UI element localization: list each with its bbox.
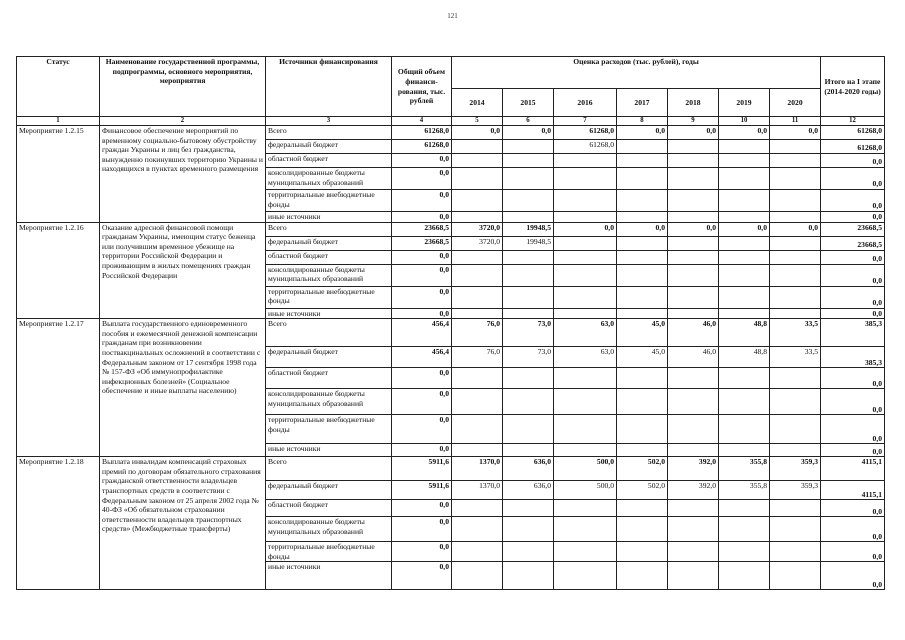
itogo-cell: 0,0 xyxy=(821,500,885,517)
header-name: Наименование государственной программы, подпрограммы, основного мероприятия, мероприятия xyxy=(100,57,266,117)
year-value-cell xyxy=(617,168,668,190)
itogo-cell: 0,0 xyxy=(821,562,885,590)
year-value-cell: 61268,0 xyxy=(554,126,617,140)
year-value-cell: 636,0 xyxy=(503,457,554,481)
year-value-cell xyxy=(503,168,554,190)
source-cell: консолидированные бюджеты муниципальных образований xyxy=(266,389,392,415)
year-value-cell: 63,0 xyxy=(554,347,617,368)
year-value-cell: 45,0 xyxy=(617,347,668,368)
year-value-cell: 48,8 xyxy=(719,319,770,347)
header-year: 2017 xyxy=(617,89,668,117)
year-value-cell: 355,8 xyxy=(719,481,770,500)
year-value-cell xyxy=(617,190,668,212)
year-value-cell xyxy=(668,286,719,308)
total-cell: 0,0 xyxy=(392,517,452,542)
year-value-cell xyxy=(554,389,617,415)
total-cell: 0,0 xyxy=(392,264,452,286)
year-value-cell xyxy=(503,264,554,286)
year-value-cell: 0,0 xyxy=(503,126,554,140)
itogo-cell: 61268,0 xyxy=(821,126,885,140)
year-value-cell xyxy=(617,562,668,590)
year-value-cell xyxy=(617,250,668,264)
year-value-cell xyxy=(452,517,503,542)
year-value-cell xyxy=(617,308,668,319)
table-row xyxy=(17,319,885,347)
year-value-cell: 392,0 xyxy=(668,481,719,500)
year-value-cell: 1370,0 xyxy=(452,481,503,500)
year-value-cell xyxy=(617,140,668,154)
year-value-cell xyxy=(668,517,719,542)
year-value-cell xyxy=(554,500,617,517)
year-value-cell xyxy=(668,250,719,264)
source-cell: Всего xyxy=(266,222,392,236)
header-year: 2019 xyxy=(719,89,770,117)
year-value-cell xyxy=(719,264,770,286)
year-value-cell xyxy=(719,542,770,562)
year-value-cell xyxy=(554,562,617,590)
year-value-cell xyxy=(554,236,617,250)
header-status: Статус xyxy=(17,57,100,117)
year-value-cell xyxy=(554,264,617,286)
itogo-cell: 0,0 xyxy=(821,190,885,212)
header-year: 2016 xyxy=(554,89,617,117)
header-year: 2018 xyxy=(668,89,719,117)
year-value-cell: 0,0 xyxy=(554,222,617,236)
year-value-cell: 33,5 xyxy=(770,319,821,347)
year-value-cell xyxy=(554,154,617,168)
year-value-cell xyxy=(617,389,668,415)
source-cell: областной бюджет xyxy=(266,500,392,517)
source-cell: консолидированные бюджеты муниципальных образований xyxy=(266,264,392,286)
year-value-cell xyxy=(617,542,668,562)
year-value-cell xyxy=(503,500,554,517)
year-value-cell xyxy=(554,415,617,444)
year-value-cell: 48,8 xyxy=(719,347,770,368)
year-value-cell xyxy=(719,444,770,457)
source-cell: территориальные внебюджетные фонды xyxy=(266,542,392,562)
year-value-cell xyxy=(770,264,821,286)
year-value-cell xyxy=(503,250,554,264)
year-value-cell xyxy=(452,415,503,444)
itogo-cell: 0,0 xyxy=(821,517,885,542)
year-value-cell xyxy=(503,415,554,444)
year-value-cell xyxy=(554,517,617,542)
source-cell: федеральный бюджет xyxy=(266,481,392,500)
itogo-cell: 0,0 xyxy=(821,542,885,562)
year-value-cell xyxy=(452,308,503,319)
year-value-cell xyxy=(668,415,719,444)
year-value-cell xyxy=(452,168,503,190)
year-value-cell xyxy=(719,154,770,168)
header-itogo: Итого на I этапе (2014-2020 годы) xyxy=(821,57,885,117)
name-cell: Выплата государственного единовременного пособия и ежемесячной денежной компенсации гражданам при возникновении поствакцинальных осложнений в соответствии с Федеральным законом от 17 сентября 1998 года № 157-ФЗ «Об иммунопрофилактике инфекционных болезней» (Социальное обеспечение и иные выплаты населению) xyxy=(100,319,266,457)
year-value-cell: 0,0 xyxy=(719,126,770,140)
column-number: 2 xyxy=(100,117,266,126)
year-value-cell xyxy=(554,444,617,457)
year-value-cell: 0,0 xyxy=(617,222,668,236)
status-cell: Мероприятие 1.2.16 xyxy=(17,222,100,319)
itogo-cell: 4115,1 xyxy=(821,481,885,500)
table-body xyxy=(17,126,885,590)
total-cell: 0,0 xyxy=(392,168,452,190)
year-value-cell xyxy=(719,212,770,223)
year-value-cell: 636,0 xyxy=(503,481,554,500)
total-cell: 0,0 xyxy=(392,415,452,444)
year-value-cell xyxy=(668,500,719,517)
total-cell: 0,0 xyxy=(392,154,452,168)
column-number: 1 xyxy=(17,117,100,126)
year-value-cell xyxy=(452,444,503,457)
year-value-cell xyxy=(452,500,503,517)
year-value-cell xyxy=(668,389,719,415)
source-cell: федеральный бюджет xyxy=(266,140,392,154)
column-number: 9 xyxy=(668,117,719,126)
header-total: Общий объем финанси-рования, тыс. рублей xyxy=(392,57,452,117)
header-year: 2020 xyxy=(770,89,821,117)
itogo-cell: 0,0 xyxy=(821,308,885,319)
total-cell: 0,0 xyxy=(392,190,452,212)
source-cell: иные источники xyxy=(266,562,392,590)
year-value-cell xyxy=(668,562,719,590)
year-value-cell xyxy=(554,308,617,319)
year-value-cell xyxy=(617,500,668,517)
year-value-cell: 73,0 xyxy=(503,319,554,347)
column-number: 5 xyxy=(452,117,503,126)
header-estimate: Оценка расходов (тыс. рублей), годы xyxy=(452,57,821,89)
year-value-cell: 359,3 xyxy=(770,457,821,481)
year-value-cell: 76,0 xyxy=(452,347,503,368)
total-cell: 0,0 xyxy=(392,250,452,264)
year-value-cell: 392,0 xyxy=(668,457,719,481)
year-value-cell xyxy=(617,517,668,542)
year-value-cell xyxy=(719,286,770,308)
year-value-cell xyxy=(503,140,554,154)
year-value-cell xyxy=(770,500,821,517)
year-value-cell: 46,0 xyxy=(668,319,719,347)
source-cell: иные источники xyxy=(266,212,392,223)
year-value-cell: 19948,5 xyxy=(503,222,554,236)
column-number: 6 xyxy=(503,117,554,126)
year-value-cell xyxy=(770,140,821,154)
source-cell: областной бюджет xyxy=(266,154,392,168)
year-value-cell xyxy=(503,212,554,223)
column-number-row xyxy=(17,117,885,126)
year-value-cell: 73,0 xyxy=(503,347,554,368)
itogo-cell: 0,0 xyxy=(821,368,885,389)
header-year: 2014 xyxy=(452,89,503,117)
year-value-cell: 0,0 xyxy=(617,126,668,140)
budget-table xyxy=(16,56,885,590)
itogo-cell: 385,3 xyxy=(821,347,885,368)
total-cell: 0,0 xyxy=(392,368,452,389)
year-value-cell: 3720,0 xyxy=(452,222,503,236)
year-value-cell: 0,0 xyxy=(452,126,503,140)
year-value-cell xyxy=(719,308,770,319)
year-value-cell xyxy=(554,190,617,212)
total-cell: 5911,6 xyxy=(392,457,452,481)
year-value-cell: 63,0 xyxy=(554,319,617,347)
year-value-cell xyxy=(719,415,770,444)
total-cell: 23668,5 xyxy=(392,236,452,250)
year-value-cell xyxy=(452,264,503,286)
table-header xyxy=(17,57,885,126)
year-value-cell xyxy=(719,140,770,154)
year-value-cell: 500,0 xyxy=(554,481,617,500)
year-value-cell xyxy=(770,444,821,457)
year-value-cell xyxy=(452,154,503,168)
year-value-cell xyxy=(719,250,770,264)
column-number: 10 xyxy=(719,117,770,126)
year-value-cell xyxy=(719,562,770,590)
year-value-cell xyxy=(668,542,719,562)
header-year: 2015 xyxy=(503,89,554,117)
year-value-cell xyxy=(554,212,617,223)
year-value-cell xyxy=(452,389,503,415)
year-value-cell xyxy=(617,264,668,286)
year-value-cell xyxy=(719,389,770,415)
total-cell: 456,4 xyxy=(392,347,452,368)
total-cell: 61268,0 xyxy=(392,126,452,140)
year-value-cell xyxy=(668,140,719,154)
year-value-cell xyxy=(452,140,503,154)
year-value-cell xyxy=(554,286,617,308)
itogo-cell: 0,0 xyxy=(821,154,885,168)
itogo-cell: 0,0 xyxy=(821,212,885,223)
column-number: 7 xyxy=(554,117,617,126)
year-value-cell: 0,0 xyxy=(668,222,719,236)
year-value-cell xyxy=(770,154,821,168)
itogo-cell: 23668,5 xyxy=(821,222,885,236)
year-value-cell xyxy=(770,415,821,444)
source-cell: федеральный бюджет xyxy=(266,347,392,368)
total-cell: 0,0 xyxy=(392,389,452,415)
year-value-cell xyxy=(617,236,668,250)
year-value-cell xyxy=(719,517,770,542)
source-cell: территориальные внебюджетные фонды xyxy=(266,190,392,212)
year-value-cell: 500,0 xyxy=(554,457,617,481)
year-value-cell xyxy=(554,368,617,389)
year-value-cell: 0,0 xyxy=(770,222,821,236)
year-value-cell xyxy=(770,250,821,264)
source-cell: федеральный бюджет xyxy=(266,236,392,250)
itogo-cell: 385,3 xyxy=(821,319,885,347)
total-cell: 0,0 xyxy=(392,212,452,223)
source-cell: консолидированные бюджеты муниципальных образований xyxy=(266,168,392,190)
itogo-cell: 0,0 xyxy=(821,250,885,264)
year-value-cell: 0,0 xyxy=(719,222,770,236)
year-value-cell xyxy=(719,236,770,250)
year-value-cell xyxy=(503,542,554,562)
year-value-cell: 0,0 xyxy=(668,126,719,140)
year-value-cell: 1370,0 xyxy=(452,457,503,481)
year-value-cell xyxy=(668,190,719,212)
year-value-cell: 19948,5 xyxy=(503,236,554,250)
year-value-cell: 3720,0 xyxy=(452,236,503,250)
column-number: 3 xyxy=(266,117,392,126)
itogo-cell: 23668,5 xyxy=(821,236,885,250)
itogo-cell: 0,0 xyxy=(821,444,885,457)
year-value-cell xyxy=(668,444,719,457)
year-value-cell: 46,0 xyxy=(668,347,719,368)
name-cell: Финансовое обеспечение мероприятий по временному социально-бытовому обустройству граждан Украины и лиц без гражданства, вынужденно покинувших территорию Украины и находящихся в пунктах временного размещения xyxy=(100,126,266,223)
itogo-cell: 61268,0 xyxy=(821,140,885,154)
year-value-cell xyxy=(668,236,719,250)
year-value-cell xyxy=(503,562,554,590)
name-cell: Оказание адресной финансовой помощи гражданам Украины, имеющим статус беженца или получившим временное убежище на территории Российской Федерации и проживающим в жилых помещениях граждан Российской Федерации xyxy=(100,222,266,319)
year-value-cell xyxy=(452,212,503,223)
year-value-cell xyxy=(503,190,554,212)
year-value-cell xyxy=(452,542,503,562)
year-value-cell: 502,0 xyxy=(617,457,668,481)
year-value-cell xyxy=(452,286,503,308)
year-value-cell xyxy=(770,562,821,590)
year-value-cell xyxy=(668,368,719,389)
itogo-cell: 0,0 xyxy=(821,168,885,190)
year-value-cell xyxy=(617,415,668,444)
year-value-cell xyxy=(503,368,554,389)
year-value-cell xyxy=(770,517,821,542)
year-value-cell xyxy=(503,308,554,319)
year-value-cell xyxy=(503,286,554,308)
column-number: 4 xyxy=(392,117,452,126)
year-value-cell xyxy=(452,250,503,264)
year-value-cell: 61268,0 xyxy=(554,140,617,154)
itogo-cell: 0,0 xyxy=(821,264,885,286)
year-value-cell xyxy=(770,212,821,223)
year-value-cell xyxy=(770,308,821,319)
year-value-cell xyxy=(503,389,554,415)
source-cell: Всего xyxy=(266,319,392,347)
year-value-cell xyxy=(719,500,770,517)
year-value-cell xyxy=(668,212,719,223)
year-value-cell xyxy=(452,190,503,212)
year-value-cell: 45,0 xyxy=(617,319,668,347)
header-sources: Источники финансирования xyxy=(266,57,392,117)
total-cell: 0,0 xyxy=(392,444,452,457)
table-row xyxy=(17,126,885,140)
year-value-cell xyxy=(668,308,719,319)
total-cell: 5911,6 xyxy=(392,481,452,500)
total-cell: 61268,0 xyxy=(392,140,452,154)
year-value-cell xyxy=(770,542,821,562)
itogo-cell: 0,0 xyxy=(821,389,885,415)
year-value-cell xyxy=(770,389,821,415)
column-number: 11 xyxy=(770,117,821,126)
year-value-cell xyxy=(770,190,821,212)
total-cell: 0,0 xyxy=(392,562,452,590)
source-cell: иные источники xyxy=(266,308,392,319)
total-cell: 456,4 xyxy=(392,319,452,347)
year-value-cell xyxy=(668,168,719,190)
source-cell: территориальные внебюджетные фонды xyxy=(266,286,392,308)
year-value-cell xyxy=(617,286,668,308)
year-value-cell xyxy=(503,154,554,168)
total-cell: 0,0 xyxy=(392,500,452,517)
year-value-cell xyxy=(770,168,821,190)
year-value-cell xyxy=(770,236,821,250)
year-value-cell xyxy=(770,286,821,308)
itogo-cell: 4115,1 xyxy=(821,457,885,481)
total-cell: 0,0 xyxy=(392,286,452,308)
year-value-cell xyxy=(617,444,668,457)
source-cell: консолидированные бюджеты муниципальных образований xyxy=(266,517,392,542)
source-cell: областной бюджет xyxy=(266,250,392,264)
status-cell: Мероприятие 1.2.15 xyxy=(17,126,100,223)
column-number: 8 xyxy=(617,117,668,126)
year-value-cell: 359,3 xyxy=(770,481,821,500)
year-value-cell xyxy=(617,212,668,223)
page-number: 121 xyxy=(447,12,458,20)
year-value-cell xyxy=(554,168,617,190)
year-value-cell xyxy=(554,542,617,562)
total-cell: 23668,5 xyxy=(392,222,452,236)
itogo-cell: 0,0 xyxy=(821,286,885,308)
source-cell: иные источники xyxy=(266,444,392,457)
status-cell: Мероприятие 1.2.18 xyxy=(17,457,100,590)
source-cell: Всего xyxy=(266,457,392,481)
year-value-cell xyxy=(617,368,668,389)
year-value-cell xyxy=(668,264,719,286)
year-value-cell: 0,0 xyxy=(770,126,821,140)
year-value-cell xyxy=(668,154,719,168)
year-value-cell xyxy=(452,562,503,590)
source-cell: областной бюджет xyxy=(266,368,392,389)
table-row xyxy=(17,457,885,481)
year-value-cell xyxy=(617,154,668,168)
column-number: 12 xyxy=(821,117,885,126)
year-value-cell: 502,0 xyxy=(617,481,668,500)
name-cell: Выплата инвалидам компенсаций страховых премий по договорам обязательного страхования гражданской ответственности владельцев транспортных средств в соответствии с Федеральным законом от 25 апреля 2002 года № 40-ФЗ «Об обязательном страховании ответственности владельцев транспортных средств» (Межбюджетные трансферты) xyxy=(100,457,266,590)
source-cell: территориальные внебюджетные фонды xyxy=(266,415,392,444)
total-cell: 0,0 xyxy=(392,308,452,319)
source-cell: Всего xyxy=(266,126,392,140)
status-cell: Мероприятие 1.2.17 xyxy=(17,319,100,457)
year-value-cell xyxy=(719,368,770,389)
year-value-cell xyxy=(719,190,770,212)
year-value-cell xyxy=(452,368,503,389)
year-value-cell xyxy=(770,368,821,389)
year-value-cell: 76,0 xyxy=(452,319,503,347)
total-cell: 0,0 xyxy=(392,542,452,562)
year-value-cell xyxy=(719,168,770,190)
year-value-cell: 355,8 xyxy=(719,457,770,481)
itogo-cell: 0,0 xyxy=(821,415,885,444)
year-value-cell: 33,5 xyxy=(770,347,821,368)
year-value-cell xyxy=(503,517,554,542)
table-row xyxy=(17,222,885,236)
year-value-cell xyxy=(503,444,554,457)
year-value-cell xyxy=(554,250,617,264)
